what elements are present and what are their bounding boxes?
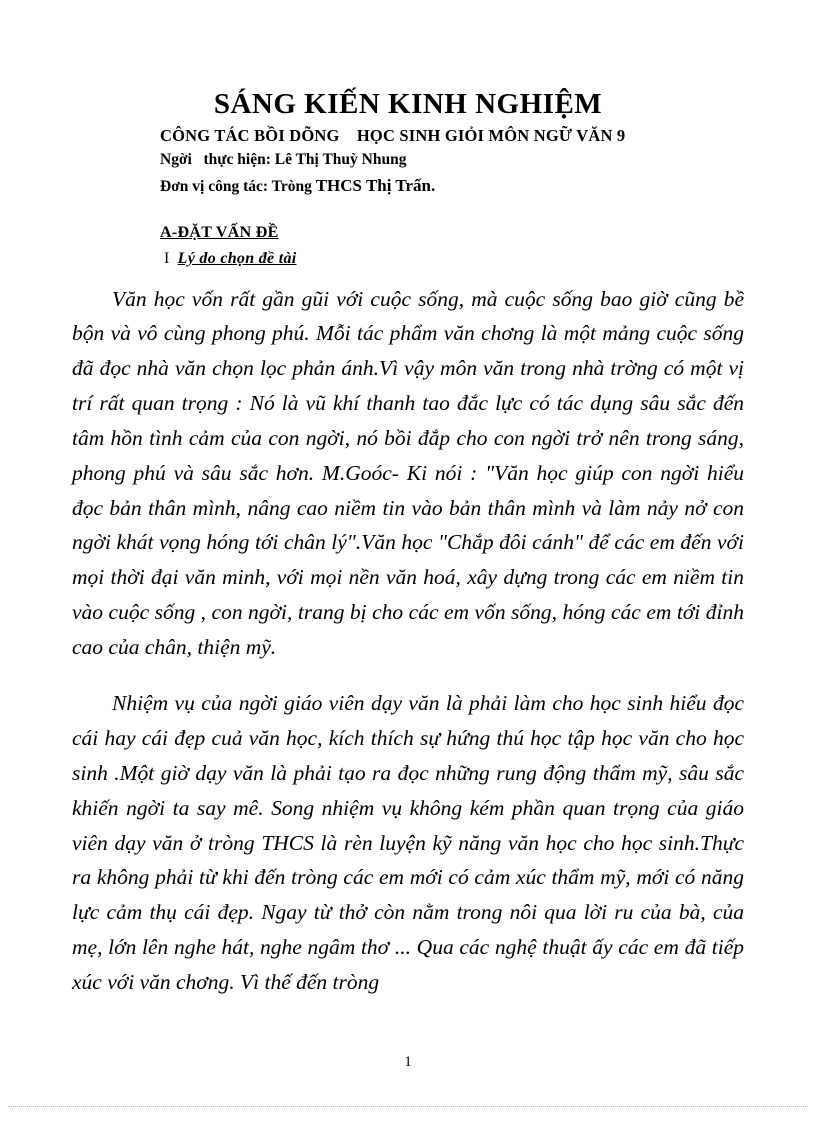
- unit-school: THCS Thị Trấn.: [315, 175, 436, 195]
- page-number: 1: [404, 1054, 412, 1070]
- footer-divider: [8, 1106, 808, 1107]
- author-line: [160, 151, 744, 169]
- document-subtitle: CÔNG TÁC BỒI DÕNG HỌC SINH GIỎI MÔN NGỮ VĂN 9: [160, 126, 626, 146]
- paragraph: Văn học vốn rất gần gũi với cuộc sống, mà cuộc sống bao giờ cũng bề bộn và vô cùng phong phú. Mỗi tác phẩm văn chơng là một mảng cuộc sống đã đọc nhà văn chọn lọc phản ánh.Vì vậy môn văn trong nhà trờng có một vị trí rất quan trọng : Nó là vũ khí thanh tao đắc lực có tác dụng sâu sắc đến tâm hồn tình cảm của con ngời, nó bồi đắp cho con ngời trở nên trong sáng, phong phú và sâu sắc hơn. M.Goóc- Ki nói : "Văn học giúp con ngời hiểu đọc bản thân mình, nâng cao niềm tin vào bản thân mình và làm nảy nở con ngời khát vọng hóng tới chân lý".Văn học "Chắp đôi cánh" để các em đến với mọi thời đại văn minh, với mọi nền văn hoá, xây dựng trong các em niềm tin vào cuộc sống , con ngời, trang bị cho các em vốn sống, hóng các em tới đỉnh cao của chân, thiện mỹ.: [72, 286, 744, 659]
- title-block: [160, 125, 744, 195]
- subsection-title: Lý do chọn đề tài: [177, 249, 297, 267]
- unit-line: [160, 176, 744, 196]
- page-title: SÁNG KIẾN KINH NGHIỆM: [213, 88, 603, 120]
- paragraph: Nhiệm vụ của ngời giáo viên dạy văn là phải làm cho học sinh hiểu đọc cái hay cái đẹp cuả văn học, kích thích sự hứng thú học tập học văn cho học sinh .Một giờ dạy văn là phải tạo ra đọc những rung động thẩm mỹ, sâu sắc khiến ngời ta say mê. Song nhiệm vụ không kém phần quan trọng của giáo viên dạy văn ở tròng THCS là rèn luyện kỹ năng văn học cho học sinh.Thực ra không phải từ khi đến tròng các em mới có cảm xúc thẩm mỹ, mới có năng lực cảm thụ cái đẹp. Ngay từ thở còn nằm trong nôi qua lời ru của bà, của mẹ, lớn lên nghe hát, nghe ngâm thơ ... Qua các nghệ thuật ấy các em đã tiếp xúc với văn chơng. Vì thế đến tròng: [72, 691, 744, 994]
- author-name: Lê Thị Thuỳ Nhung: [270, 150, 407, 168]
- unit-value: Tròng: [268, 177, 316, 195]
- subsection-heading: [164, 250, 744, 268]
- subsection-number: I: [164, 249, 170, 267]
- unit-label: Đơn vị công tác:: [160, 177, 269, 195]
- author-label: Ngời thực hiện:: [160, 150, 271, 168]
- section-heading: A-ĐẶT VẤN ĐỀ: [160, 223, 279, 241]
